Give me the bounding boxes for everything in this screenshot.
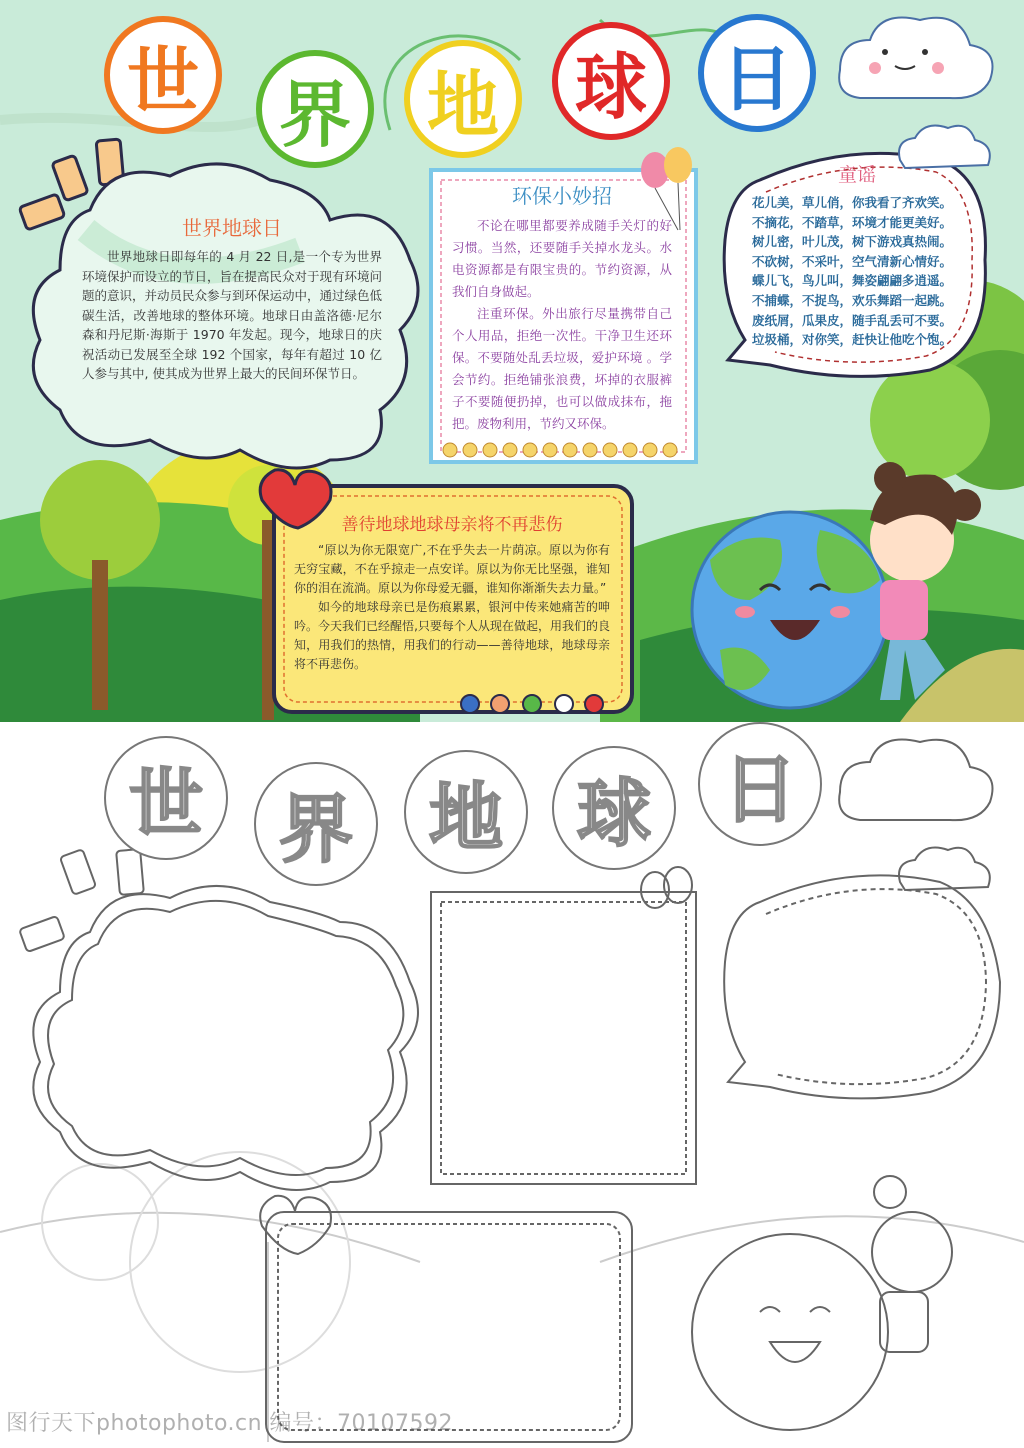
rhyme-line: 不摘花，不踏草，环境才能更美好。 xyxy=(752,214,953,230)
outline-title-char-di: 地 xyxy=(404,750,528,874)
rhyme-line: 花儿美，草儿俏，你我看了齐欢笑。 xyxy=(752,195,953,210)
earth-day-heading: 世界地球日 xyxy=(182,216,282,240)
outline-title-char-ri: 日 xyxy=(698,722,822,846)
title-char-qiu: 球 xyxy=(552,22,670,140)
mother-earth-paragraph: “原以为你无限宽广,不在乎失去一片荫凉。原以为你有无穷宝藏，不在乎掠走一点安详。原以为你无比坚强，谁知你的泪在流淌。原以为你母爱无疆，谁知你渐渐失去力量。” xyxy=(294,543,610,595)
rhyme-line: 垃圾桶，对你笑，赶快让他吃个饱。 xyxy=(752,332,953,348)
rhyme-line: 不捕蝶，不捉鸟，欢乐舞蹈一起跳。 xyxy=(752,292,953,308)
title-char-di: 地 xyxy=(404,40,522,158)
nursery-rhyme-panel xyxy=(752,160,962,350)
title-char-shi: 世 xyxy=(104,16,222,134)
earth-day-panel xyxy=(82,212,382,384)
eco-tips-heading: 环保小妙招 xyxy=(512,184,612,208)
outline-title-char-shi: 世 xyxy=(104,736,228,860)
rhyme-line: 树儿密，叶儿茂，树下游戏真热闹。 xyxy=(752,234,953,250)
rhyme-line: 蝶儿飞，鸟儿叫，舞姿翩翩多逍遥。 xyxy=(752,273,953,289)
eco-tips-panel xyxy=(452,180,672,435)
rhyme-line: 不砍树，不采叶，空气清新心情好。 xyxy=(752,253,953,269)
outline-title-char-qiu: 球 xyxy=(552,746,676,870)
earth-day-body: 世界地球日即每年的 4 月 22 日,是一个专为世界环境保护而设立的节日，旨在提高民众对于现有环境问题的意识，并动员民众参与到环保运动中，通过绿色低碳生活，改善地球的整体环境。地球日由盖洛德·尼尔森和丹尼斯·海斯于 1970 年发起。现今，地球日的庆祝活动已发展至全球 192 个国家，每年有超过 10 亿人参与其中, 使其成为世界上最大的民间环保节日。 xyxy=(82,249,383,381)
watermark-text: 图行天下photophoto.cn 编号：70107592 xyxy=(6,1411,454,1436)
rhyme-line: 废纸屑，瓜果皮，随手乱丢可不要。 xyxy=(752,312,953,328)
mother-earth-panel xyxy=(294,510,610,674)
nursery-rhyme-heading: 童谣 xyxy=(837,164,876,186)
eco-tips-paragraph: 注重环保。外出旅行尽量携带自己个人用品，拒绝一次性。干净卫生还环保。不要随处乱丢垃圾，爱护环境 。学会节约。拒绝铺张浪费，坏掉的衣服裤子不要随便扔掉，也可以做成抹布，拖把。废物利用，节约又环保。 xyxy=(452,306,672,431)
mother-earth-paragraph: 如今的地球母亲已是伤痕累累，银河中传来她痛苦的呻吟。今天我们已经醒悟,只要每个人从现在做起，用我们的良知，用我们的热情，用我们的行动——善待地球，地球母亲将不再悲伤。 xyxy=(294,600,610,671)
title-char-jie: 界 xyxy=(256,50,374,168)
eco-tips-paragraph: 不论在哪里都要养成随手关灯的好习惯。当然，还要随手关掉水龙头。水电资源都是有限宝贵的。节约资源，从我们自身做起。 xyxy=(452,218,672,299)
outline-title-char-jie: 界 xyxy=(254,762,378,886)
mother-earth-heading: 善待地球地球母亲将不再悲伤 xyxy=(341,515,563,535)
title-char-ri: 日 xyxy=(698,14,816,132)
